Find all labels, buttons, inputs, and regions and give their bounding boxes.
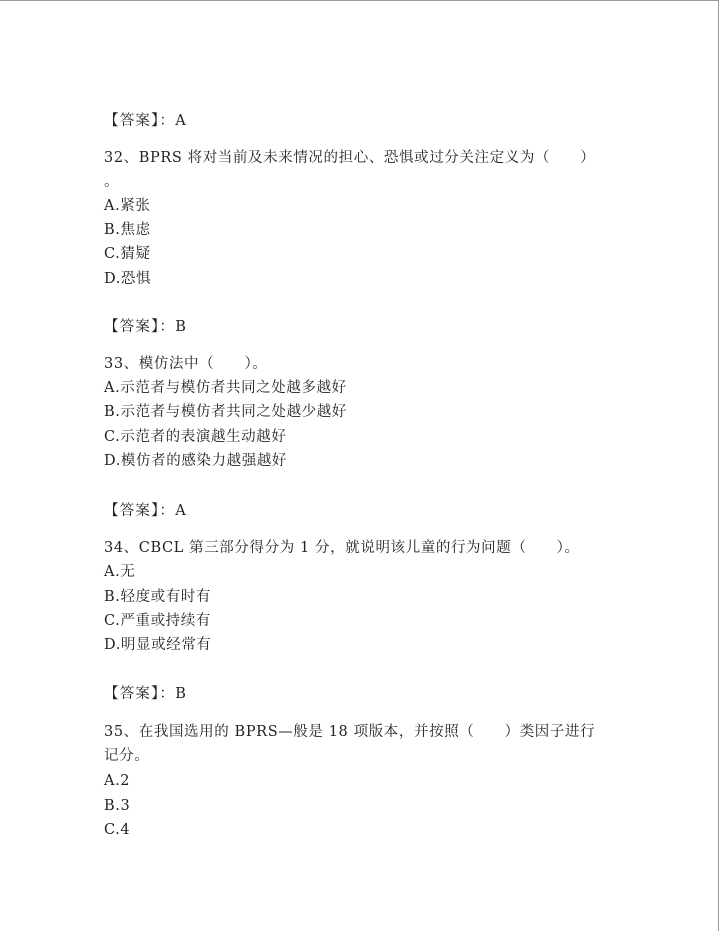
- option-d: D.模仿者的感染力越强越好: [104, 453, 288, 469]
- option-c: C.4: [104, 822, 131, 838]
- question-35-stem-cont: 记分。: [104, 748, 150, 764]
- option-a: A.示范者与模仿者共同之处越多越好: [104, 380, 347, 396]
- question-32-stem: 32、BPRS 将对当前及未来情况的担心、恐惧或过分关注定义为（ ）: [104, 150, 596, 166]
- question-33-stem: 33、模仿法中（ ）。: [104, 356, 268, 372]
- option-d: D.恐惧: [104, 271, 152, 287]
- answer-line: 【答案】：B: [104, 686, 188, 702]
- option-a: A.无: [104, 564, 136, 580]
- option-c: C.示范者的表演越生动越好: [104, 429, 287, 445]
- option-c: C.严重或持续有: [104, 613, 211, 629]
- option-c: C.猜疑: [104, 246, 151, 262]
- option-b: B.焦虑: [104, 222, 151, 238]
- option-b: B.示范者与模仿者共同之处越少越好: [104, 404, 347, 420]
- option-d: D.明显或经常有: [104, 637, 212, 653]
- question-32-stem-cont: 。: [104, 174, 120, 190]
- option-b: B.轻度或有时有: [104, 589, 212, 605]
- question-35-stem: 35、在我国选用的 BPRS—般是 18 项版本，并按照（ ）类因子进行: [104, 724, 596, 740]
- answer-line: 【答案】：A: [104, 503, 187, 519]
- question-34-stem: 34、CBCL 第三部分得分为 1 分，就说明该儿童的行为问题（ ）。: [104, 540, 580, 556]
- answer-line: 【答案】：A: [104, 113, 187, 129]
- option-b: B.3: [104, 798, 131, 814]
- answer-line: 【答案】：B: [104, 319, 188, 335]
- option-a: A.2: [104, 773, 131, 789]
- option-a: A.紧张: [104, 198, 151, 214]
